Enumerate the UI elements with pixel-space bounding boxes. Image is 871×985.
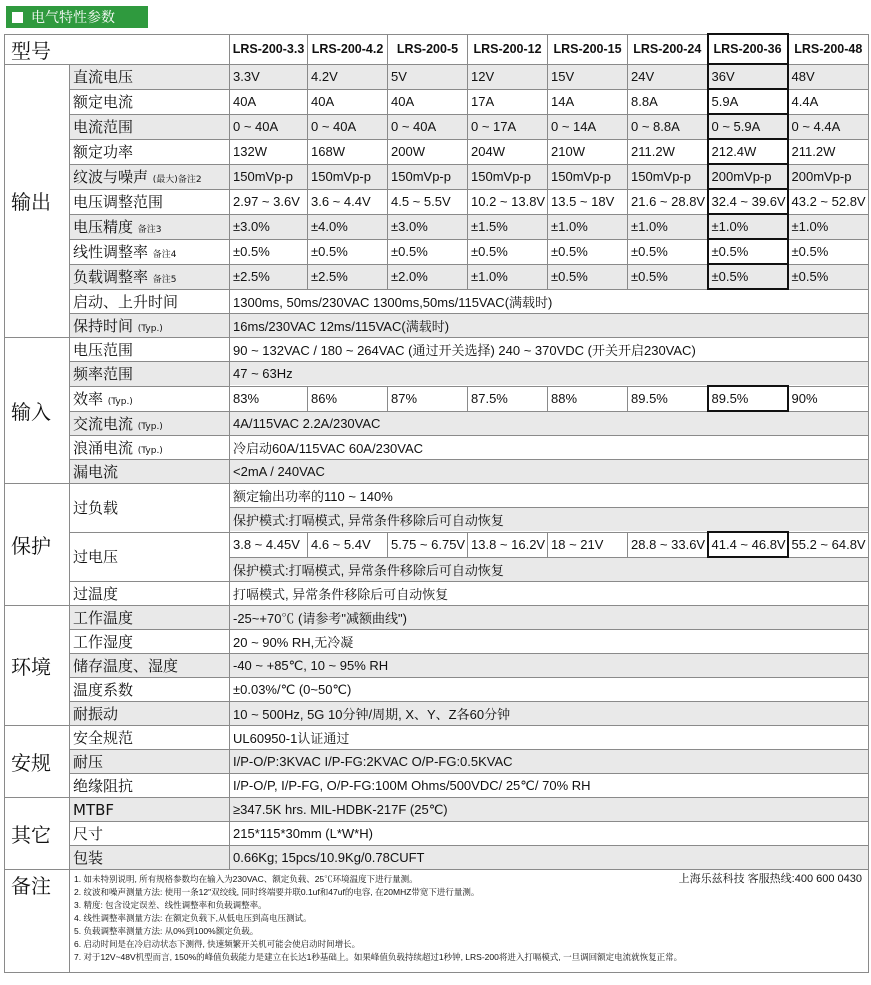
row-label-text: 额定电流 [73, 93, 134, 111]
value-cell: 保护模式:打嗝模式, 异常条件移除后可自动恢复 [230, 557, 869, 582]
row-label-text: 电压精度 [73, 218, 134, 236]
note-line: 1. 如未特别说明, 所有规格参数均在输入为230VAC、额定负载、25℃环境温度下进行量测。 [74, 874, 418, 884]
row-label [70, 362, 230, 387]
value-cell: ±3.0% [230, 214, 308, 239]
value-cell: 8.8A [628, 89, 708, 114]
row-label [70, 678, 230, 702]
spec-table [4, 33, 869, 973]
value-cell: 211.2W [628, 139, 708, 164]
value-cell: 24V [628, 64, 708, 89]
value-cell: ±0.5% [628, 239, 708, 264]
value-cell: I/P-O/P:3KVAC I/P-FG:2KVAC O/P-FG:0.5KVAC [230, 750, 869, 774]
row-label-text: 尺寸 [73, 825, 104, 843]
row-label [70, 702, 230, 726]
model-header: LRS-200-48 [788, 34, 869, 64]
row-note: (Typ.) [137, 421, 163, 432]
category-label: 备注 [5, 870, 70, 973]
value-cell: UL60950-1认证通过 [230, 726, 869, 750]
value-cell: 88% [548, 386, 628, 411]
value-cell: 212.4W [708, 139, 788, 164]
value-cell: 32.4 ~ 39.6V [708, 189, 788, 214]
category-label: 保护 [5, 484, 70, 606]
row-label-text: 保持时间 [73, 317, 134, 335]
value-cell: 5.75 ~ 6.75V [388, 532, 468, 557]
value-cell: 47 ~ 63Hz [230, 362, 869, 387]
value-cell: 17A [468, 89, 548, 114]
model-header: LRS-200-5 [388, 34, 468, 64]
value-cell: I/P-O/P, I/P-FG, O/P-FG:100M Ohms/500VDC/ 25℃/ 70% RH [230, 774, 869, 798]
value-cell: ≥347.5K hrs. MIL-HDBK-217F (25℃) [230, 798, 869, 822]
value-cell: 4.2V [308, 64, 388, 89]
value-cell: ±1.0% [548, 214, 628, 239]
row-label-text: 线性调整率 [73, 243, 149, 261]
row-label-text: 工作温度 [73, 609, 134, 627]
value-cell: 87% [388, 386, 468, 411]
row-label-text: MTBF [73, 800, 115, 819]
value-cell: 0 ~ 40A [388, 114, 468, 139]
value-cell: 43.2 ~ 52.8V [788, 189, 869, 214]
note-line: 6. 启动时间是在冷启动状态下测得, 快速频繁开关机可能会使启动时间增长。 [74, 939, 361, 949]
row-label-text: 效率 [73, 390, 104, 408]
section-header [6, 6, 148, 28]
value-cell: 28.8 ~ 33.6V [628, 532, 708, 557]
value-cell: 40A [230, 89, 308, 114]
row-note: 备注4 [152, 250, 177, 260]
row-label [70, 774, 230, 798]
row-label [70, 239, 230, 264]
value-cell: 200mVp-p [708, 164, 788, 189]
row-label [70, 726, 230, 750]
category-label: 输入 [5, 338, 70, 484]
value-cell: ±2.5% [308, 264, 388, 289]
row-label-text: 电压调整范围 [73, 193, 164, 211]
note-line: 2. 纹波和噪声测量方法: 使用一条12"双绞线, 同时终端要并联0.1uf和47uf的电容, 在20MHZ带宽下进行量测。 [74, 887, 480, 897]
value-cell: 40A [308, 89, 388, 114]
value-cell: 41.4 ~ 46.8V [708, 532, 788, 557]
value-cell: 20 ~ 90% RH,无冷凝 [230, 630, 869, 654]
value-cell: 0 ~ 4.4A [788, 114, 869, 139]
value-cell: 90% [788, 386, 869, 411]
category-label: 输出 [5, 64, 70, 338]
row-label-text: 直流电压 [73, 68, 134, 86]
row-label-text: 耐振动 [73, 705, 119, 723]
value-cell: 3.8 ~ 4.45V [230, 532, 308, 557]
row-label [70, 411, 230, 436]
row-label [70, 750, 230, 774]
value-cell: ±0.5% [788, 239, 869, 264]
value-cell: 4.5 ~ 5.5V [388, 189, 468, 214]
model-header: LRS-200-36 [708, 34, 788, 64]
row-label [70, 314, 230, 338]
value-cell: ±1.0% [788, 214, 869, 239]
value-cell: 86% [308, 386, 388, 411]
note-line: 3. 精度: 包含设定误差、线性调整率和负载调整率。 [74, 900, 267, 910]
row-label-text: 浪涌电流 [73, 439, 134, 457]
row-label-text: 电流范围 [73, 118, 134, 136]
value-cell: 150mVp-p [468, 164, 548, 189]
row-label [70, 338, 230, 362]
value-cell: 21.6 ~ 28.8V [628, 189, 708, 214]
value-cell: ±0.5% [708, 239, 788, 264]
row-label [70, 64, 230, 89]
row-label-text: 漏电流 [73, 463, 119, 481]
value-cell: ±0.5% [548, 264, 628, 289]
row-note: (最大)备注2 [152, 175, 202, 185]
row-note: (Typ.) [137, 324, 163, 334]
row-label: 过电压 [70, 532, 230, 582]
row-label-text: 纹波与噪声 [73, 168, 149, 186]
value-cell: 0 ~ 8.8A [628, 114, 708, 139]
value-cell: 13.8 ~ 16.2V [468, 532, 548, 557]
value-cell: 4A/115VAC 2.2A/230VAC [230, 411, 869, 436]
value-cell: ±2.5% [230, 264, 308, 289]
model-header: LRS-200-24 [628, 34, 708, 64]
value-cell: 132W [230, 139, 308, 164]
model-header: LRS-200-15 [548, 34, 628, 64]
value-cell: 89.5% [708, 386, 788, 411]
value-cell: 5.9A [708, 89, 788, 114]
value-cell: 0.66Kg; 15pcs/10.9Kg/0.78CUFT [230, 846, 869, 870]
row-note: 备注3 [137, 225, 162, 235]
value-cell: 55.2 ~ 64.8V [788, 532, 869, 557]
value-cell: 1300ms, 50ms/230VAC 1300ms,50ms/115VAC(满载时) [230, 289, 869, 314]
row-label [70, 214, 230, 239]
row-label-text: 温度系数 [73, 681, 134, 699]
row-note: (Typ.) [107, 397, 133, 407]
value-cell: 10 ~ 500Hz, 5G 10分钟/周期, X、Y、Z各60分钟 [230, 702, 869, 726]
row-label-text: 工作湿度 [73, 633, 134, 651]
row-label-text: 包装 [73, 849, 104, 867]
value-cell: 150mVp-p [628, 164, 708, 189]
value-cell: 210W [548, 139, 628, 164]
row-label: 过温度 [70, 582, 230, 606]
row-label [70, 289, 230, 314]
category-label: 环境 [5, 606, 70, 726]
value-cell: ±1.0% [468, 264, 548, 289]
value-cell: ±1.0% [628, 214, 708, 239]
value-cell: -25~+70℃ (请参考"减额曲线") [230, 606, 869, 630]
value-cell: 保护模式:打嗝模式, 异常条件移除后可自动恢复 [230, 508, 869, 533]
row-label-text: 启动、上升时间 [73, 292, 179, 311]
value-cell: 168W [308, 139, 388, 164]
row-label [70, 164, 230, 189]
value-cell: 150mVp-p [548, 164, 628, 189]
row-label [70, 846, 230, 870]
hotline-text: 上海乐兹科技 客服热线:400 600 0430 [678, 873, 862, 885]
value-cell: ±0.5% [548, 239, 628, 264]
row-label-text: 储存温度、湿度 [73, 657, 179, 675]
value-cell: ±0.5% [628, 264, 708, 289]
value-cell: 150mVp-p [388, 164, 468, 189]
row-label [70, 139, 230, 164]
value-cell: 10.2 ~ 13.8V [468, 189, 548, 214]
value-cell: 3.3V [230, 64, 308, 89]
value-cell: 打嗝模式, 异常条件移除后可自动恢复 [230, 582, 869, 606]
value-cell: ±0.5% [788, 264, 869, 289]
value-cell: 3.6 ~ 4.4V [308, 189, 388, 214]
row-note: (Typ.) [137, 446, 163, 456]
value-cell: ±0.5% [308, 239, 388, 264]
row-label [70, 264, 230, 289]
value-cell: 48V [788, 64, 869, 89]
value-cell: 150mVp-p [230, 164, 308, 189]
row-label [70, 460, 230, 484]
value-cell: 200mVp-p [788, 164, 869, 189]
model-label: 型号 [5, 34, 230, 64]
value-cell: 0 ~ 14A [548, 114, 628, 139]
value-cell: 215*115*30mm (L*W*H) [230, 822, 869, 846]
value-cell: 211.2W [788, 139, 869, 164]
value-cell: -40 ~ +85℃, 10 ~ 95% RH [230, 654, 869, 678]
row-label [70, 654, 230, 678]
row-label-text: 频率范围 [73, 365, 134, 384]
row-label [70, 606, 230, 630]
value-cell: 5V [388, 64, 468, 89]
category-label: 其它 [5, 798, 70, 870]
row-label-text: 交流电流 [73, 414, 134, 433]
value-cell: ±0.5% [708, 264, 788, 289]
value-cell: 204W [468, 139, 548, 164]
value-cell: ±0.5% [388, 239, 468, 264]
value-cell: 4.4A [788, 89, 869, 114]
value-cell: 15V [548, 64, 628, 89]
value-cell: ±3.0% [388, 214, 468, 239]
row-label-text: 绝缘阻抗 [73, 777, 134, 795]
model-header: LRS-200-3.3 [230, 34, 308, 64]
value-cell: 90 ~ 132VAC / 180 ~ 264VAC (通过开关选择) 240 ~ 370VDC (开关开启230VAC) [230, 338, 869, 362]
note-line: 4. 线性调整率测量方法: 在额定负载下,从低电压到高电压测试。 [74, 913, 312, 923]
row-label-text: 额定功率 [73, 143, 134, 161]
note-line: 5. 负载调整率测量方法: 从0%到100%额定负载。 [74, 926, 259, 936]
value-cell: ±2.0% [388, 264, 468, 289]
value-cell: ±4.0% [308, 214, 388, 239]
section-title: 电气特性参数 [31, 10, 115, 26]
row-label-text: 耐压 [73, 753, 104, 771]
value-cell: 18 ~ 21V [548, 532, 628, 557]
row-label [70, 436, 230, 460]
category-label: 安规 [5, 726, 70, 798]
value-cell: 0 ~ 40A [230, 114, 308, 139]
value-cell: 额定输出功率的110 ~ 140% [230, 484, 869, 508]
row-label [70, 822, 230, 846]
model-header: LRS-200-4.2 [308, 34, 388, 64]
value-cell: ±0.03%/℃ (0~50℃) [230, 678, 869, 702]
value-cell: 14A [548, 89, 628, 114]
value-cell: 2.97 ~ 3.6V [230, 189, 308, 214]
note-line: 7. 对于12V~48V机型而言, 150%的峰值负载能力是建立在长达1秒基础上。如果峰值负载持续超过1秒钟, LRS-200将进入打嗝模式, 一旦调回额定电流就恢复正常。 [74, 952, 683, 962]
row-label [70, 386, 230, 411]
value-cell: ±0.5% [230, 239, 308, 264]
value-cell: 89.5% [628, 386, 708, 411]
value-cell: 13.5 ~ 18V [548, 189, 628, 214]
value-cell: 0 ~ 17A [468, 114, 548, 139]
value-cell: 16ms/230VAC 12ms/115VAC(满载时) [230, 314, 869, 338]
row-label-text: 电压范围 [73, 341, 134, 359]
value-cell: 0 ~ 40A [308, 114, 388, 139]
row-label [70, 189, 230, 214]
value-cell: 40A [388, 89, 468, 114]
value-cell: 83% [230, 386, 308, 411]
row-label [70, 89, 230, 114]
value-cell: 87.5% [468, 386, 548, 411]
value-cell: 200W [388, 139, 468, 164]
row-label: 过负载 [70, 484, 230, 533]
square-icon [12, 12, 23, 23]
model-header: LRS-200-12 [468, 34, 548, 64]
value-cell: 0 ~ 5.9A [708, 114, 788, 139]
value-cell: 4.6 ~ 5.4V [308, 532, 388, 557]
value-cell: 150mVp-p [308, 164, 388, 189]
row-label-text: 负载调整率 [73, 268, 149, 286]
row-note: 备注5 [152, 275, 177, 285]
row-label [70, 798, 230, 822]
value-cell: ±0.5% [468, 239, 548, 264]
row-label [70, 630, 230, 654]
value-cell: 36V [708, 64, 788, 89]
value-cell: 冷启动60A/115VAC 60A/230VAC [230, 436, 869, 460]
row-label [70, 114, 230, 139]
notes-block [70, 870, 869, 973]
value-cell: ±1.5% [468, 214, 548, 239]
value-cell: ±1.0% [708, 214, 788, 239]
value-cell: 12V [468, 64, 548, 89]
value-cell: <2mA / 240VAC [230, 460, 869, 484]
row-label-text: 安全规范 [73, 729, 134, 747]
